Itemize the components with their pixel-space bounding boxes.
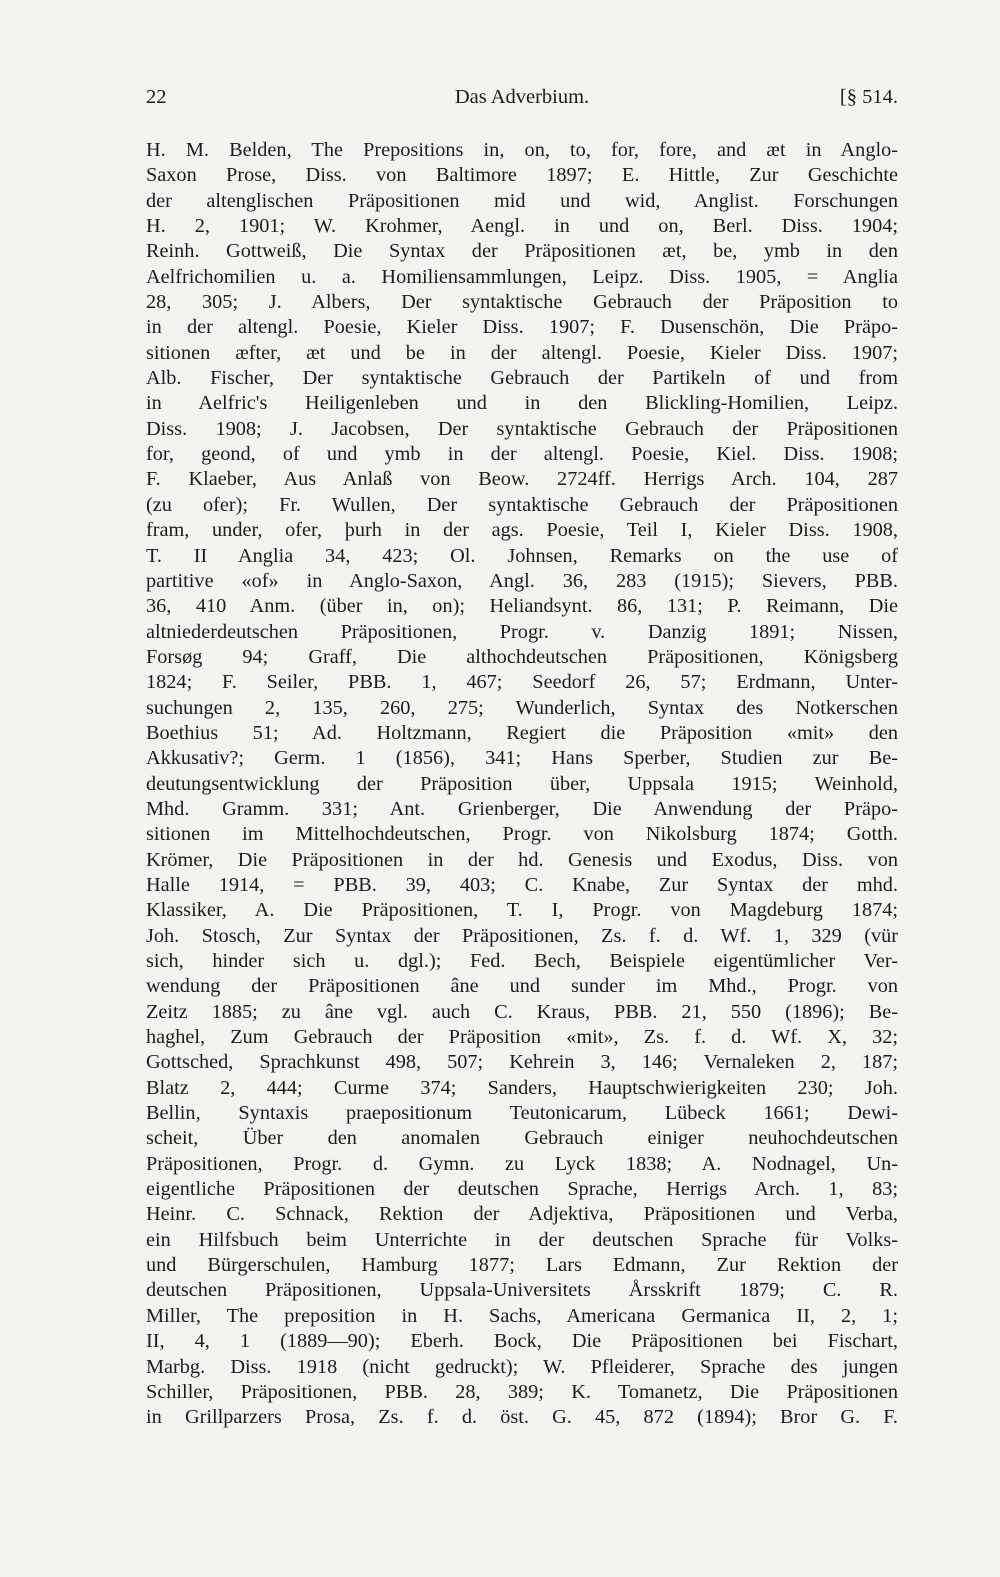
text-line: Reinh. Gottweiß, Die Syntax der Präpositionen æt, be, ymb in den <box>146 240 898 263</box>
text-line: Boethius 51; Ad. Holtzmann, Regiert die Präposition «mit» den <box>146 721 898 744</box>
text-line: Schiller, Präpositionen, PBB. 28, 389; K. Tomanetz, Die Präpositionen <box>146 1380 898 1403</box>
page-number: 22 <box>146 86 167 108</box>
text-line: haghel, Zum Gebrauch der Präposition «mit», Zs. f. d. Wf. X, 32; <box>146 1026 898 1049</box>
text-line: Saxon Prose, Diss. von Baltimore 1897; E. Hittle, Zur Geschichte <box>146 164 898 187</box>
text-line: sich, hinder sich u. dgl.); Fed. Bech, Beispiele eigentümlicher Ver- <box>146 950 898 972</box>
text-line: deutungsentwicklung der Präposition über, Uppsala 1915; Weinhold, <box>146 772 898 795</box>
text-line: 1824; F. Seiler, PBB. 1, 467; Seedorf 26, 57; Erdmann, Unter- <box>146 671 898 694</box>
text-line: fram, under, ofer, þurh in der ags. Poesie, Teil I, Kieler Diss. 1908, <box>146 519 898 542</box>
text-line: Präpositionen, Progr. d. Gymn. zu Lyck 1838; A. Nodnagel, Un- <box>146 1152 898 1175</box>
text-line: Krömer, Die Präpositionen in der hd. Genesis und Exodus, Diss. von <box>146 848 898 871</box>
text-line: und Bürgerschulen, Hamburg 1877; Lars Edmann, Zur Rektion der <box>146 1254 898 1277</box>
text-line: der altenglischen Präpositionen mid und wid, Anglist. Forschungen <box>146 189 898 212</box>
text-line: suchungen 2, 135, 260, 275; Wunderlich, Syntax des Notkerschen <box>146 696 898 719</box>
text-line: H. M. Belden, The Prepositions in, on, to, for, fore, and æt in Anglo- <box>146 139 898 161</box>
text-line: Heinr. C. Schnack, Rektion der Adjektiva, Präpositionen und Verba, <box>146 1203 898 1226</box>
text-line: 36, 410 Anm. (über in, on); Heliandsynt. 86, 131; P. Reimann, Die <box>146 595 898 618</box>
text-line: Akkusativ?; Germ. 1 (1856), 341; Hans Sperber, Studien zur Be- <box>146 747 898 770</box>
text-line: deutschen Präpositionen, Uppsala-Universitets Årsskrift 1879; C. R. <box>146 1279 898 1302</box>
text-line: Bellin, Syntaxis praepositionum Teutonicarum, Lübeck 1661; Dewi- <box>146 1102 898 1125</box>
text-line: ein Hilfsbuch beim Unterrichte in der deutschen Sprache für Volks- <box>146 1228 898 1251</box>
text-line: for, geond, of und ymb in der altengl. Poesie, Kiel. Diss. 1908; <box>146 443 898 466</box>
text-line: F. Klaeber, Aus Anlaß von Beow. 2724ff. Herrigs Arch. 104, 287 <box>146 468 898 491</box>
text-line: eigentliche Präpositionen der deutschen Sprache, Herrigs Arch. 1, 83; <box>146 1178 898 1201</box>
text-line: Alb. Fischer, Der syntaktische Gebrauch der Partikeln of und from <box>146 367 898 390</box>
text-line: 28, 305; J. Albers, Der syntaktische Gebrauch der Präposition to <box>146 291 898 314</box>
running-title: Das Adverbium. <box>454 86 590 108</box>
text-line: Diss. 1908; J. Jacobsen, Der syntaktische Gebrauch der Präpositionen <box>146 417 898 440</box>
text-line: Halle 1914, = PBB. 39, 403; C. Knabe, Zur Syntax der mhd. <box>146 873 898 896</box>
text-line: in der altengl. Poesie, Kieler Diss. 1907; F. Dusenschön, Die Präpo- <box>146 316 898 339</box>
text-line: H. 2, 1901; W. Krohmer, Aengl. in und on, Berl. Diss. 1904; <box>146 215 898 238</box>
text-line: partitive «of» in Anglo-Saxon, Angl. 36, 283 (1915); Sievers, PBB. <box>146 569 898 592</box>
text-line: Joh. Stosch, Zur Syntax der Präpositionen, Zs. f. d. Wf. 1, 329 (vür <box>146 924 898 947</box>
text-line: sitionen æfter, æt und be in der altengl. Poesie, Kieler Diss. 1907; <box>146 341 898 364</box>
text-line: altniederdeutschen Präpositionen, Progr. v. Danzig 1891; Nissen, <box>146 620 898 643</box>
bibliography-paragraph <box>146 138 898 1431</box>
text-line: (zu ofer); Fr. Wullen, Der syntaktische Gebrauch der Präpositionen <box>146 493 898 516</box>
text-line: in Grillparzers Prosa, Zs. f. d. öst. G. 45, 872 (1894); Bror G. F. <box>146 1406 898 1429</box>
text-line: Aelfrichomilien u. a. Homiliensammlungen, Leipz. Diss. 1905, = Anglia <box>146 265 898 288</box>
book-page <box>146 84 898 1524</box>
text-line: T. II Anglia 34, 423; Ol. Johnsen, Remarks on the use of <box>146 544 898 567</box>
text-line: Klassiker, A. Die Präpositionen, T. I, Progr. von Magdeburg 1874; <box>146 899 898 922</box>
text-line: sitionen im Mittelhochdeutschen, Progr. von Nikolsburg 1874; Gotth. <box>146 823 898 846</box>
page-header <box>146 84 898 124</box>
text-line: Blatz 2, 444; Curme 374; Sanders, Hauptschwierigkeiten 230; Joh. <box>146 1076 898 1099</box>
text-line: Mhd. Gramm. 331; Ant. Grienberger, Die Anwendung der Präpo- <box>146 797 898 820</box>
text-line: Marbg. Diss. 1918 (nicht gedruckt); W. Pfleiderer, Sprache des jungen <box>146 1355 898 1378</box>
text-line: Forsøg 94; Graff, Die althochdeutschen Präpositionen, Königsberg <box>146 645 898 668</box>
text-line: Gottsched, Sprachkunst 498, 507; Kehrein 3, 146; Vernaleken 2, 187; <box>146 1051 898 1074</box>
text-line: wendung der Präpositionen âne und sunder im Mhd., Progr. von <box>146 975 898 998</box>
text-line: Miller, The preposition in H. Sachs, Americana Germanica II, 2, 1; <box>146 1304 898 1327</box>
section-reference: [§ 514. <box>839 86 898 108</box>
text-line: II, 4, 1 (1889—90); Eberh. Bock, Die Präpositionen bei Fischart, <box>146 1330 898 1353</box>
text-line: Zeitz 1885; zu âne vgl. auch C. Kraus, PBB. 21, 550 (1896); Be- <box>146 1000 898 1023</box>
text-line: scheit, Über den anomalen Gebrauch einiger neuhochdeutschen <box>146 1127 898 1150</box>
text-line: in Aelfric's Heiligenleben und in den Blickling-Homilien, Leipz. <box>146 392 898 415</box>
